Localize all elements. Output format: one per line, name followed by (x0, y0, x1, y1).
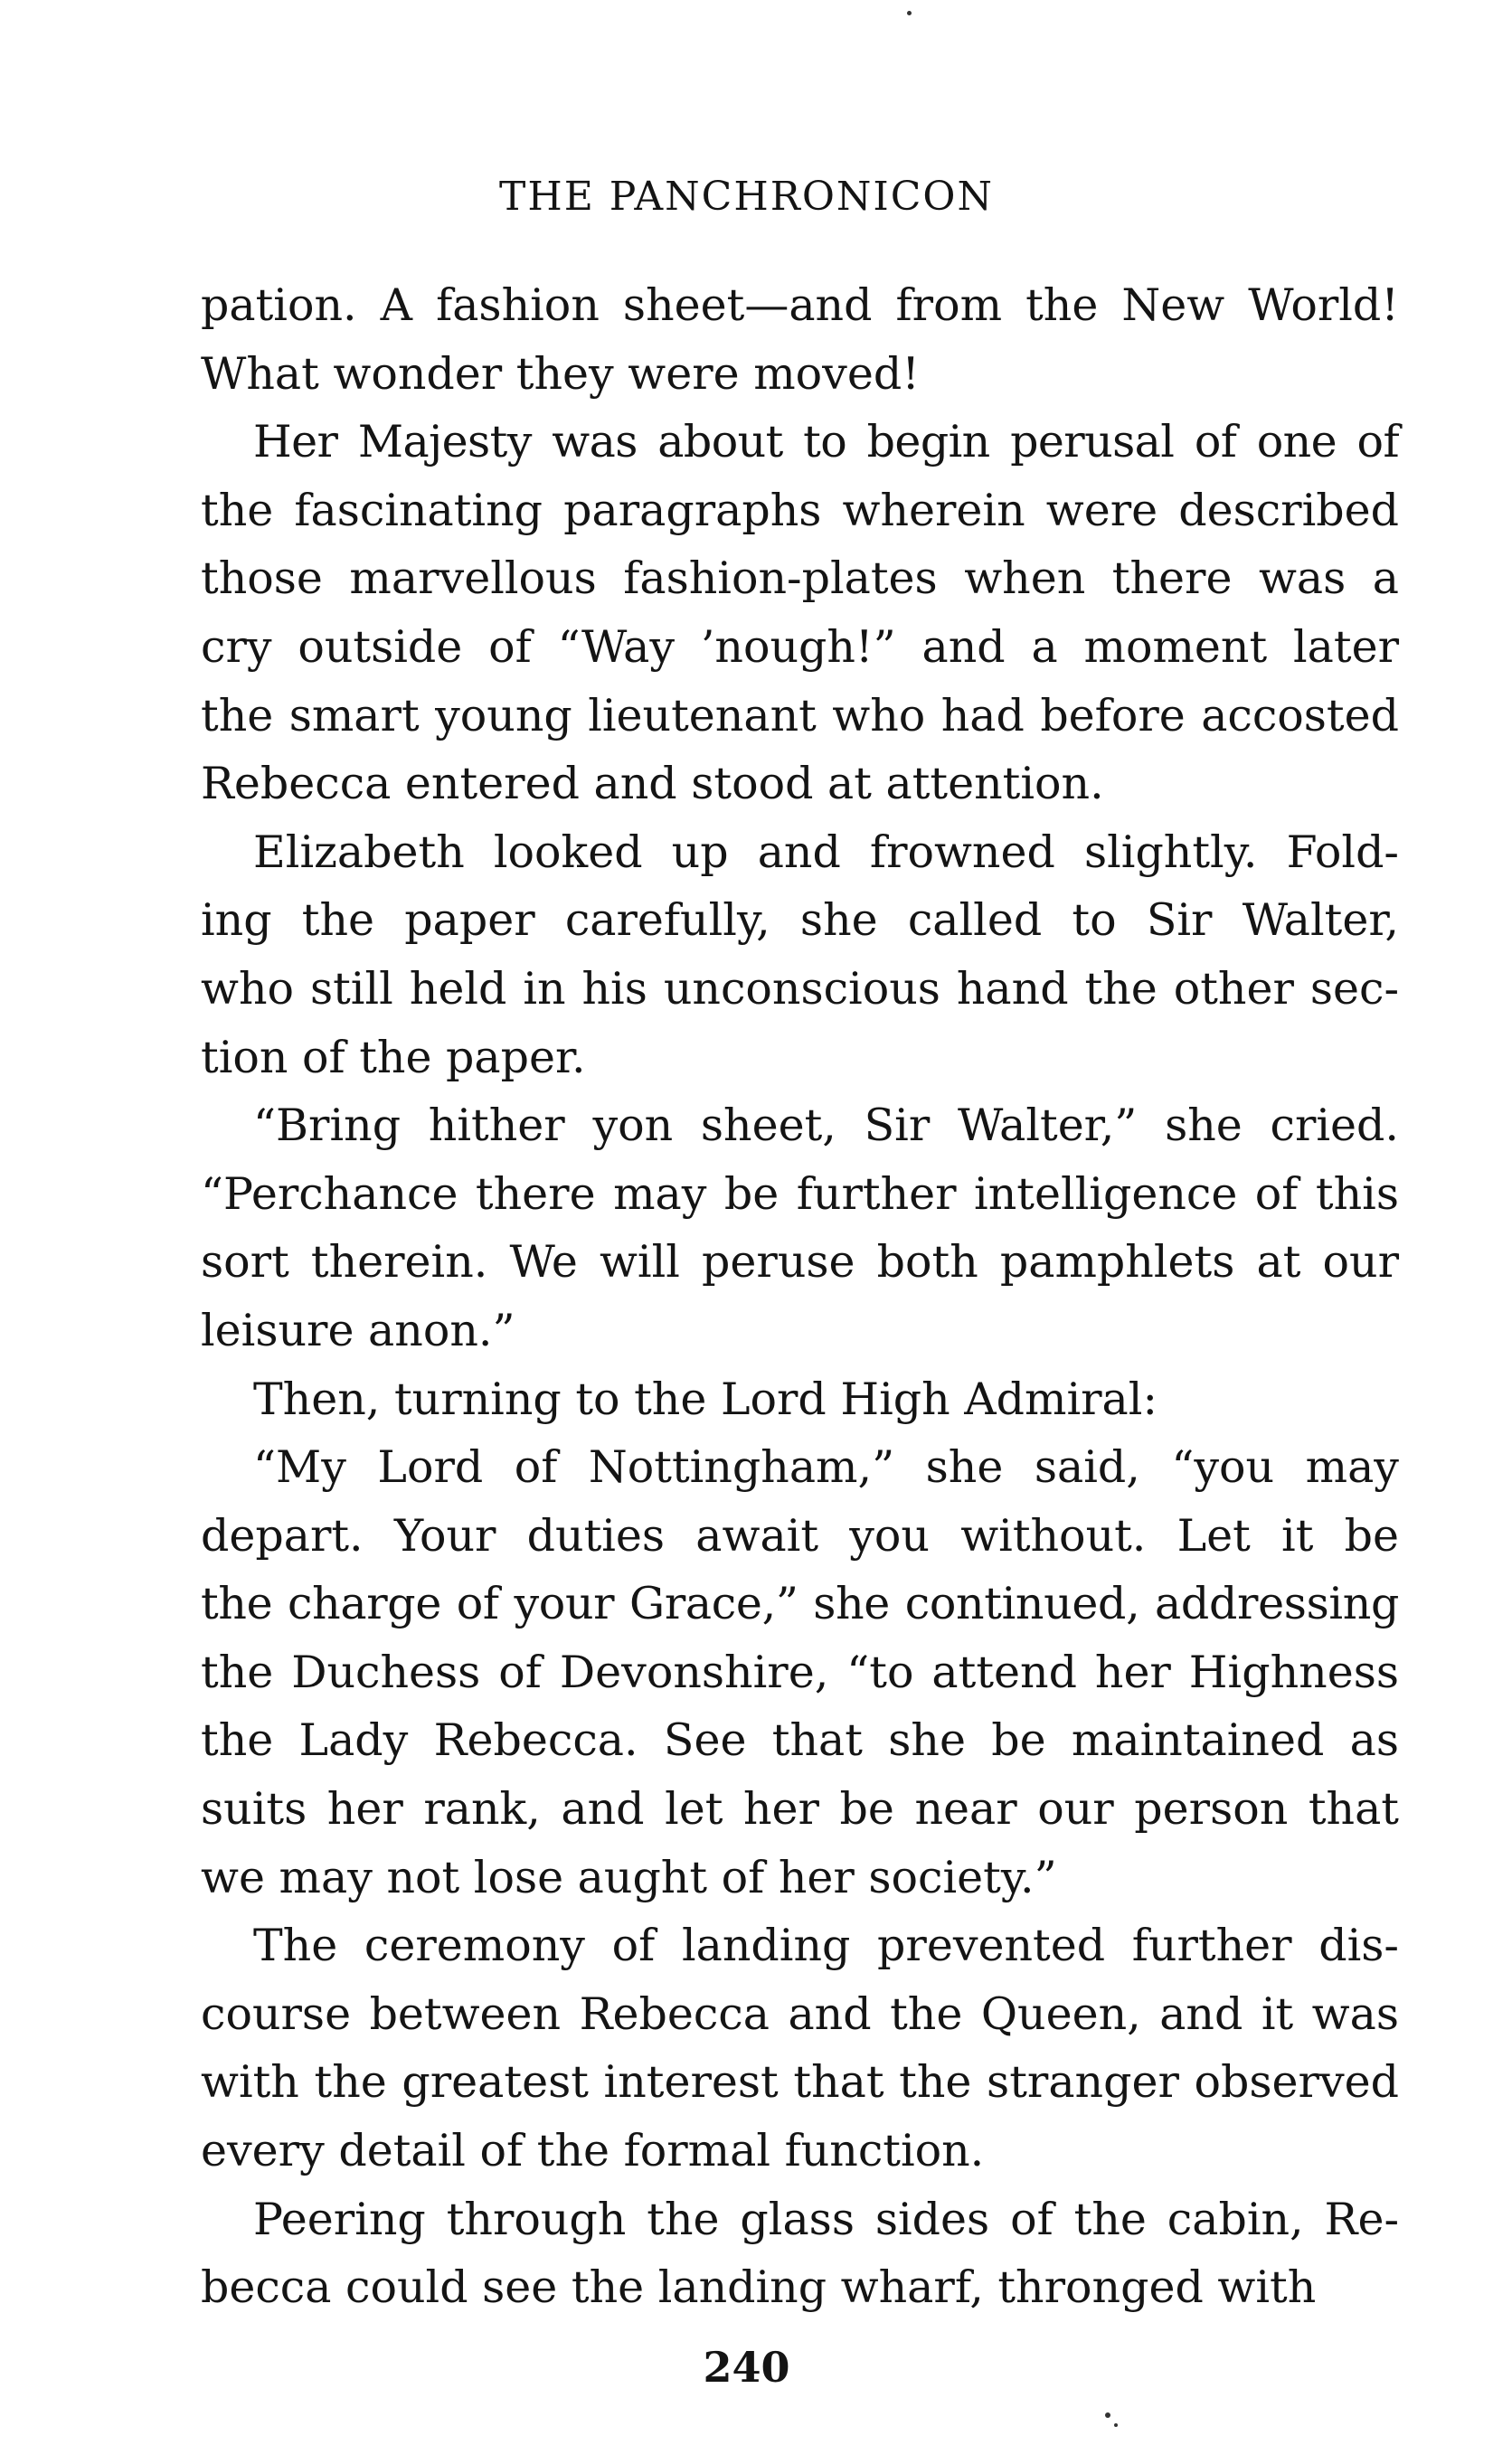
text-line: Elizabeth looked up and frowned slightly. Fold- (253, 826, 1399, 878)
text-line: “Perchance there may be further intelligence of this (201, 1167, 1399, 1220)
text-line: What wonder they were moved! (201, 347, 920, 400)
paragraph (201, 1091, 1399, 1364)
text-line: the charge of your Grace,” she continued, addressing (201, 1578, 1399, 1630)
text-line: the fascinating paragraphs wherein were described (201, 484, 1399, 536)
text-line: Rebecca entered and stood at attention. (201, 758, 1104, 810)
text-line: sort therein. We will peruse both pamphlets at our (201, 1236, 1399, 1289)
paragraph (201, 818, 1399, 1091)
text-line: with the greatest interest that the stranger observed (201, 2056, 1399, 2109)
text-line: the smart young lieutenant who had before accosted (201, 689, 1399, 741)
text-line: who still held in his unconscious hand the other sec- (201, 962, 1399, 1015)
text-line: Peering through the glass sides of the cabin, Re- (253, 2193, 1399, 2245)
paragraph (201, 408, 1399, 818)
paragraph (201, 1365, 1399, 1434)
text-line: Her Majesty was about to begin perusal of one of (253, 416, 1399, 468)
text-line: every detail of the formal function. (201, 2125, 985, 2177)
text-line: Then, turning to the Lord High Admiral: (253, 1373, 1158, 1425)
text-line: cry outside of “Way ’nough!” and a moment later (201, 620, 1399, 673)
text-line: ing the paper carefully, she called to Sir Walter, (201, 894, 1399, 947)
text-line: we may not lose aught of her society.” (201, 1851, 1057, 1903)
print-speck (1105, 2412, 1110, 2418)
print-speck (907, 11, 912, 15)
text-line: tion of the paper. (201, 1031, 586, 1083)
running-head-title: THE PANCHRONICON (498, 174, 995, 220)
text-line: pation. A fashion sheet—and from the New World! (201, 279, 1399, 331)
text-line: “My Lord of Nottingham,” she said, “you may (253, 1441, 1399, 1494)
text-line: the Duchess of Devonshire, “to attend her Highness (201, 1646, 1399, 1698)
text-line: “Bring hither yon sheet, Sir Walter,” she cried. (253, 1100, 1399, 1152)
paragraph (201, 2186, 1399, 2322)
page-number: 240 (703, 2343, 790, 2392)
text-line: depart. Your duties await you without. Let it be (201, 1509, 1399, 1562)
text-line: suits her rank, and let her be near our person that (201, 1783, 1399, 1836)
text-line: those marvellous fashion-plates when there was a (201, 552, 1399, 605)
text-line: becca could see the landing wharf, thronged with (201, 2261, 1317, 2314)
paragraph (201, 271, 1399, 408)
paragraph (201, 1912, 1399, 2185)
paragraph (201, 1433, 1399, 1912)
text-line: course between Rebecca and the Queen, and it was (201, 1987, 1399, 2040)
text-line: The ceremony of landing prevented further dis- (253, 1920, 1399, 1972)
body-text (201, 271, 1399, 2322)
text-line: the Lady Rebecca. See that she be maintained as (201, 1714, 1399, 1767)
text-line: leisure anon.” (201, 1304, 515, 1356)
print-speck (1114, 2423, 1118, 2427)
